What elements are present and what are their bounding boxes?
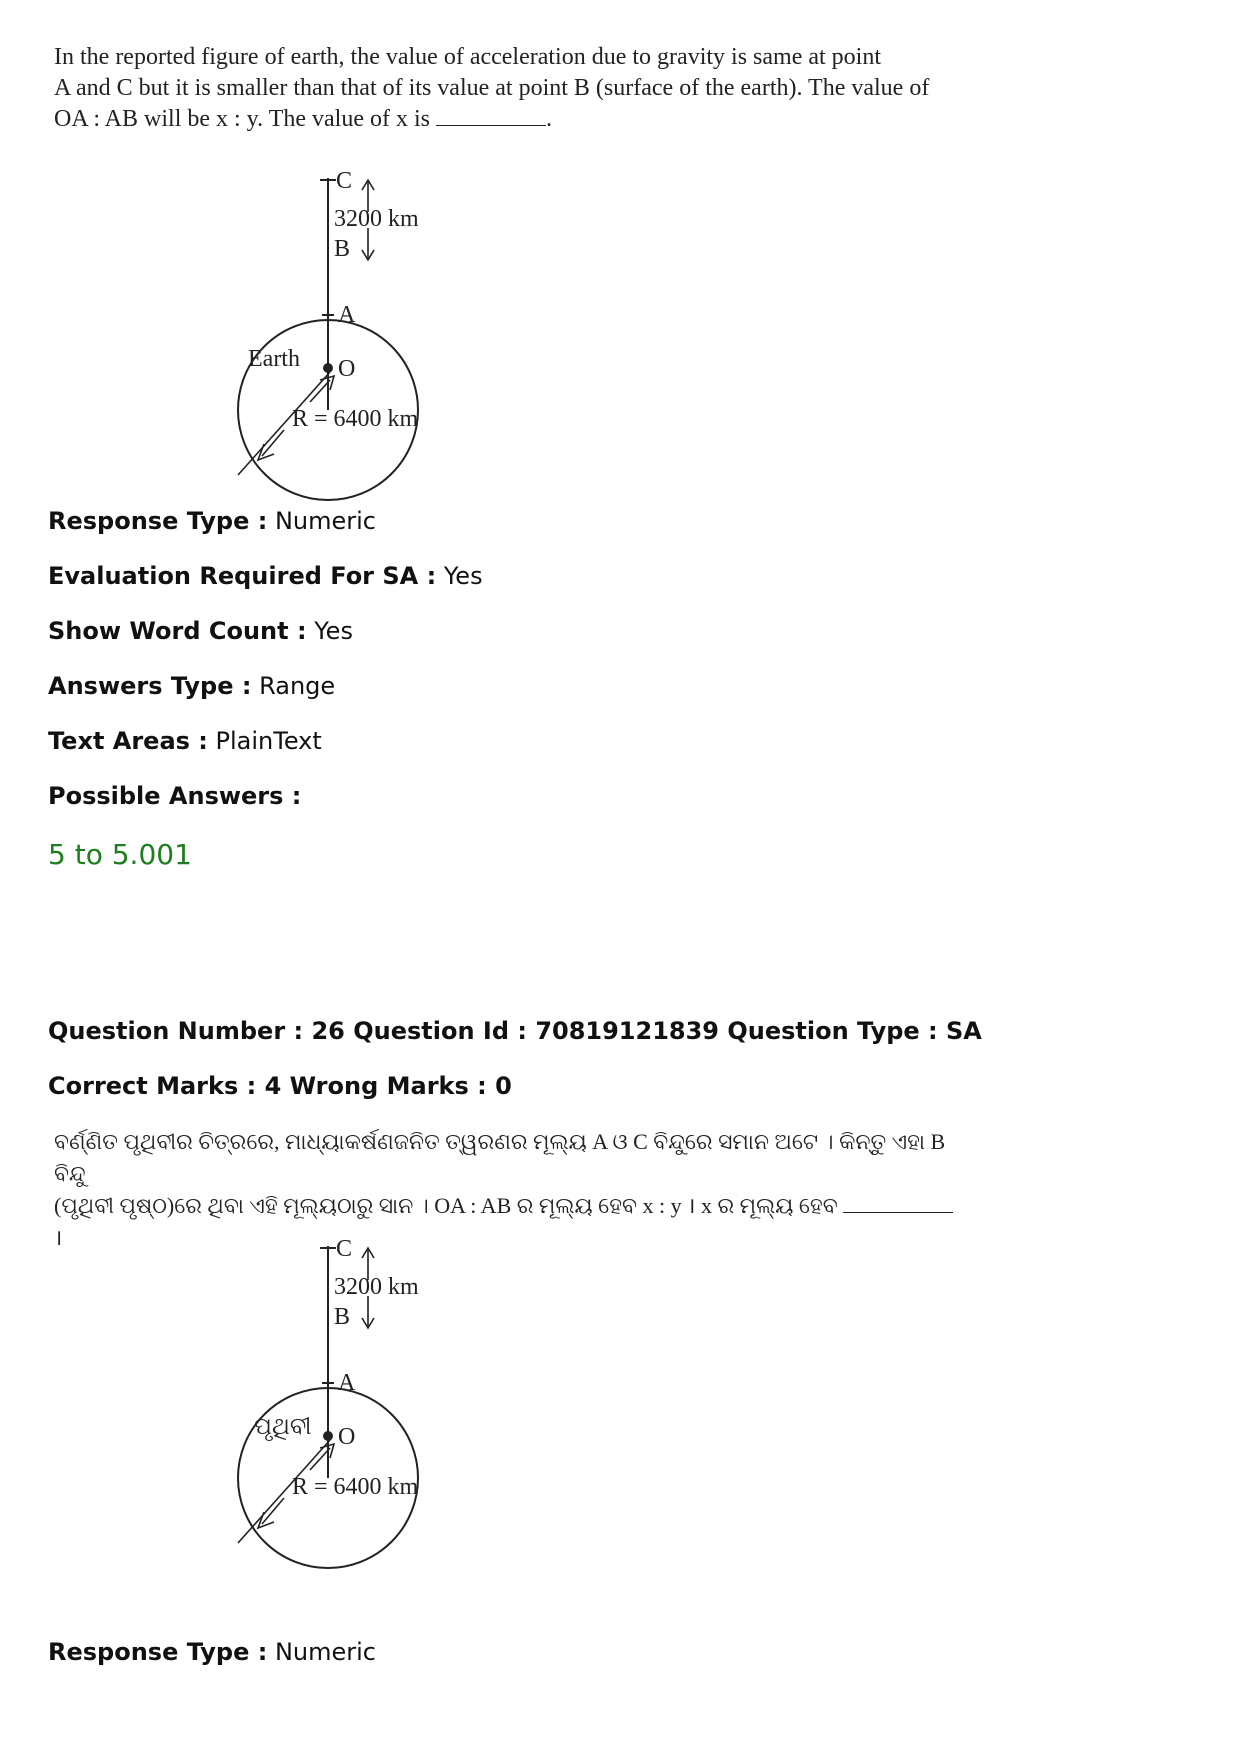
answer-blank-q26 [843, 1192, 953, 1213]
response-type-value: Numeric [274, 1638, 376, 1666]
label-b: B [334, 236, 351, 262]
question-26-line-2 [54, 1190, 954, 1254]
earth-diagram [200, 170, 460, 540]
question-25-text [54, 42, 954, 135]
label-o: O [338, 356, 356, 382]
label-c: C [336, 168, 353, 194]
response-type-label: Response Type : [48, 1638, 268, 1666]
response-type-row-q25 [48, 506, 376, 536]
text-areas-value: PlainText [215, 727, 322, 755]
question-26-header [48, 1016, 982, 1046]
center-point-o [323, 1431, 333, 1441]
response-type-value: Numeric [274, 507, 376, 535]
radius-arrow-lower [262, 1498, 284, 1524]
label-o: O [338, 1424, 356, 1450]
possible-answers-label: Possible Answers : [48, 782, 302, 810]
question-26-line-1: ବର୍ଣ୍ଣିତ ପୃଥିବୀର ଚିତ୍ରରେ, ମାଧ୍ୟାକର୍ଷଣଜନିତ ତ୍ୱରଣର ମୂଲ୍ୟ A ଓ C ବିନ୍ଦୁରେ ସମାନ ଅଟେ । କିନ୍ତୁ ଏହା B ବିନ୍ଦୁ [54, 1129, 946, 1186]
earth-diagram-q26 [200, 1238, 460, 1608]
label-b: B [334, 1304, 351, 1330]
question-26-marks-text: Correct Marks : 4 Wrong Marks : 0 [48, 1072, 512, 1100]
earth-gravity-figure-q26 [200, 1238, 460, 1598]
response-type-label: Response Type : [48, 507, 268, 535]
question-26-line-2-prefix: (ପୃଥିବୀ ପୃଷ୍ଠ)ରେ ଥିବା ଏହି ମୂଲ୍ୟଠାରୁ ସାନ । OA : AB ର ମୂଲ୍ୟ ହେବ x : y । x ର ମୂଲ୍ୟ ହେବ [54, 1193, 838, 1218]
possible-answer-value: 5 to 5.001 [48, 838, 192, 871]
answer-blank [436, 105, 546, 126]
question-26-marks [48, 1071, 512, 1101]
evaluation-required-label: Evaluation Required For SA : [48, 562, 437, 590]
response-type-row-q26 [48, 1637, 376, 1667]
label-a: A [338, 1370, 356, 1396]
earth-gravity-figure-q25 [200, 170, 460, 530]
label-distance: 3200 km [334, 1274, 419, 1300]
answers-type-row [48, 671, 335, 701]
label-earth: ପୃଥିବୀ [254, 1414, 312, 1440]
evaluation-required-row [48, 561, 483, 591]
question-26-line-2-suffix: । [54, 1225, 63, 1250]
label-a: A [338, 302, 356, 328]
question-25-line-3-prefix: OA : AB will be x : y. The value of x is [54, 106, 430, 132]
question-26-header-text: Question Number : 26 Question Id : 70819121839 Question Type : SA [48, 1017, 982, 1045]
question-25-line-3-suffix: . [545, 106, 552, 132]
label-earth: Earth [248, 346, 300, 372]
center-point-o [323, 363, 333, 373]
question-25-line-3 [54, 104, 954, 135]
answers-type-value: Range [259, 672, 336, 700]
label-distance: 3200 km [334, 206, 419, 232]
evaluation-required-value: Yes [443, 562, 483, 590]
radius-arrow-lower [262, 430, 284, 456]
question-26-text [54, 1126, 954, 1254]
show-word-count-row [48, 616, 353, 646]
label-c: C [336, 1236, 353, 1262]
label-radius: R = 6400 km [292, 406, 419, 432]
text-areas-label: Text Areas : [48, 727, 208, 755]
possible-answers-row [48, 781, 301, 811]
label-radius: R = 6400 km [292, 1474, 419, 1500]
answers-type-label: Answers Type : [48, 672, 252, 700]
show-word-count-value: Yes [314, 617, 353, 645]
question-25-line-2: A and C but it is smaller than that of its value at point B (surface of the earth). The value of [54, 75, 930, 101]
question-25-line-1: In the reported figure of earth, the value of acceleration due to gravity is same at point [54, 44, 882, 70]
text-areas-row [48, 726, 322, 756]
show-word-count-label: Show Word Count : [48, 617, 307, 645]
